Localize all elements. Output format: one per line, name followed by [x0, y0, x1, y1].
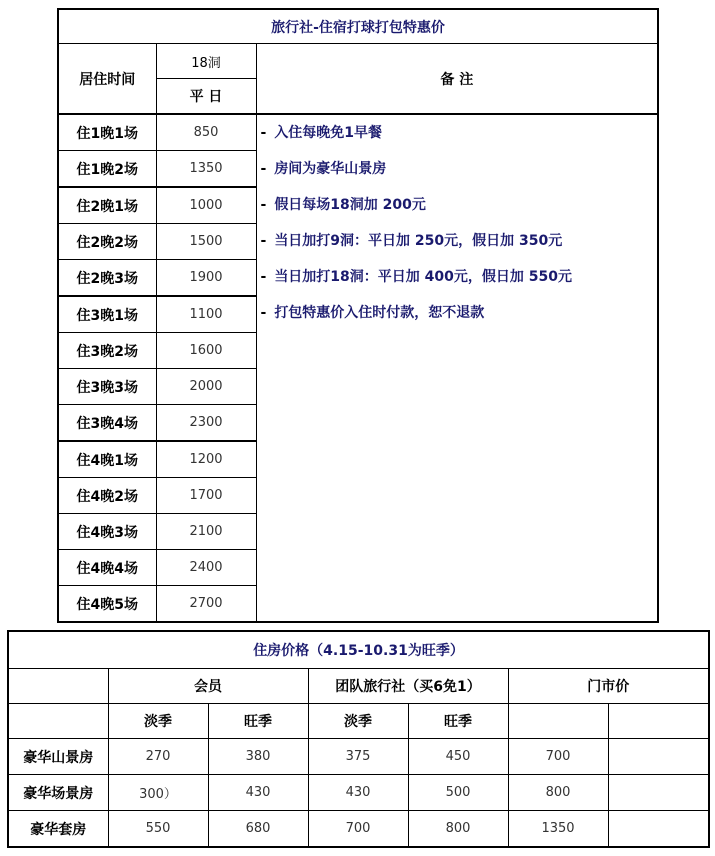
team-low-price: 430 — [308, 775, 408, 811]
weekday-header: 平 日 — [156, 79, 256, 115]
stay-label: 住4晚4场 — [58, 550, 156, 586]
stay-label: 住1晚2场 — [58, 151, 156, 188]
package-price: 1500 — [156, 224, 256, 260]
note-item: - 入住每晚免1早餐 — [260, 125, 383, 141]
stay-label: 住3晚3场 — [58, 369, 156, 405]
notes-header: 备 注 — [256, 44, 658, 115]
stay-label: 住1晚1场 — [58, 114, 156, 151]
note-item: - 打包特惠价入住时付款，恕不退款 — [260, 305, 485, 321]
low-season-header: 淡季 — [108, 704, 208, 739]
room-type-label: 豪华场景房 — [8, 775, 108, 811]
package-price: 1700 — [156, 478, 256, 514]
package-table-title: 旅行社-住宿打球打包特惠价 — [58, 9, 658, 44]
empty-cell — [608, 704, 709, 739]
package-price: 1000 — [156, 187, 256, 224]
team-group-header: 团队旅行社（买6免1） — [308, 669, 508, 704]
room-type-label: 豪华山景房 — [8, 739, 108, 775]
holes-header: 18洞 — [156, 44, 256, 79]
package-price-table — [57, 8, 659, 623]
note-item: - 假日每场18洞加 200元 — [260, 197, 426, 213]
rack-price: 1350 — [508, 811, 608, 848]
high-season-header: 旺季 — [208, 704, 308, 739]
member-low-price: 550 — [108, 811, 208, 848]
stay-label: 住3晚2场 — [58, 333, 156, 369]
note-item: - 当日加打18洞：平日加 400元，假日加 550元 — [260, 269, 572, 285]
team-high-price: 800 — [408, 811, 508, 848]
notes-cell — [256, 114, 658, 622]
team-low-price: 375 — [308, 739, 408, 775]
rack-price: 800 — [508, 775, 608, 811]
stay-label: 住3晚4场 — [58, 405, 156, 442]
stay-label: 住4晚1场 — [58, 441, 156, 478]
package-price: 1900 — [156, 260, 256, 297]
member-high-price: 380 — [208, 739, 308, 775]
package-price: 850 — [156, 114, 256, 151]
empty-corner-cell — [8, 669, 108, 704]
package-price: 1350 — [156, 151, 256, 188]
member-low-price: 270 — [108, 739, 208, 775]
team-high-price: 500 — [408, 775, 508, 811]
member-low-price: 300） — [108, 775, 208, 811]
empty-cell — [608, 739, 709, 775]
note-item: - 当日加打9洞：平日加 250元，假日加 350元 — [260, 233, 563, 249]
team-high-price: 450 — [408, 739, 508, 775]
empty-cell — [608, 775, 709, 811]
stay-label: 住2晚2场 — [58, 224, 156, 260]
high-season-header: 旺季 — [408, 704, 508, 739]
low-season-header: 淡季 — [308, 704, 408, 739]
stay-label: 住4晚2场 — [58, 478, 156, 514]
package-price: 2300 — [156, 405, 256, 442]
member-group-header: 会员 — [108, 669, 308, 704]
note-item: - 房间为豪华山景房 — [260, 161, 387, 177]
package-price: 1200 — [156, 441, 256, 478]
package-price: 2700 — [156, 586, 256, 623]
team-low-price: 700 — [308, 811, 408, 848]
package-price: 1100 — [156, 296, 256, 333]
rack-price: 700 — [508, 739, 608, 775]
room-table-title: 住房价格（4.15-10.31为旺季） — [8, 631, 709, 669]
package-price: 2400 — [156, 550, 256, 586]
package-price: 2000 — [156, 369, 256, 405]
room-price-table — [7, 630, 710, 848]
stay-label: 住2晚3场 — [58, 260, 156, 297]
package-price: 2100 — [156, 514, 256, 550]
rack-rate-header: 门市价 — [508, 669, 709, 704]
stay-duration-header: 居住时间 — [58, 44, 156, 115]
stay-label: 住2晚1场 — [58, 187, 156, 224]
member-high-price: 680 — [208, 811, 308, 848]
empty-cell — [508, 704, 608, 739]
stay-label: 住3晚1场 — [58, 296, 156, 333]
stay-label: 住4晚5场 — [58, 586, 156, 623]
member-high-price: 430 — [208, 775, 308, 811]
empty-cell — [608, 811, 709, 848]
stay-label: 住4晚3场 — [58, 514, 156, 550]
package-price: 1600 — [156, 333, 256, 369]
room-type-label: 豪华套房 — [8, 811, 108, 848]
empty-corner-cell — [8, 704, 108, 739]
